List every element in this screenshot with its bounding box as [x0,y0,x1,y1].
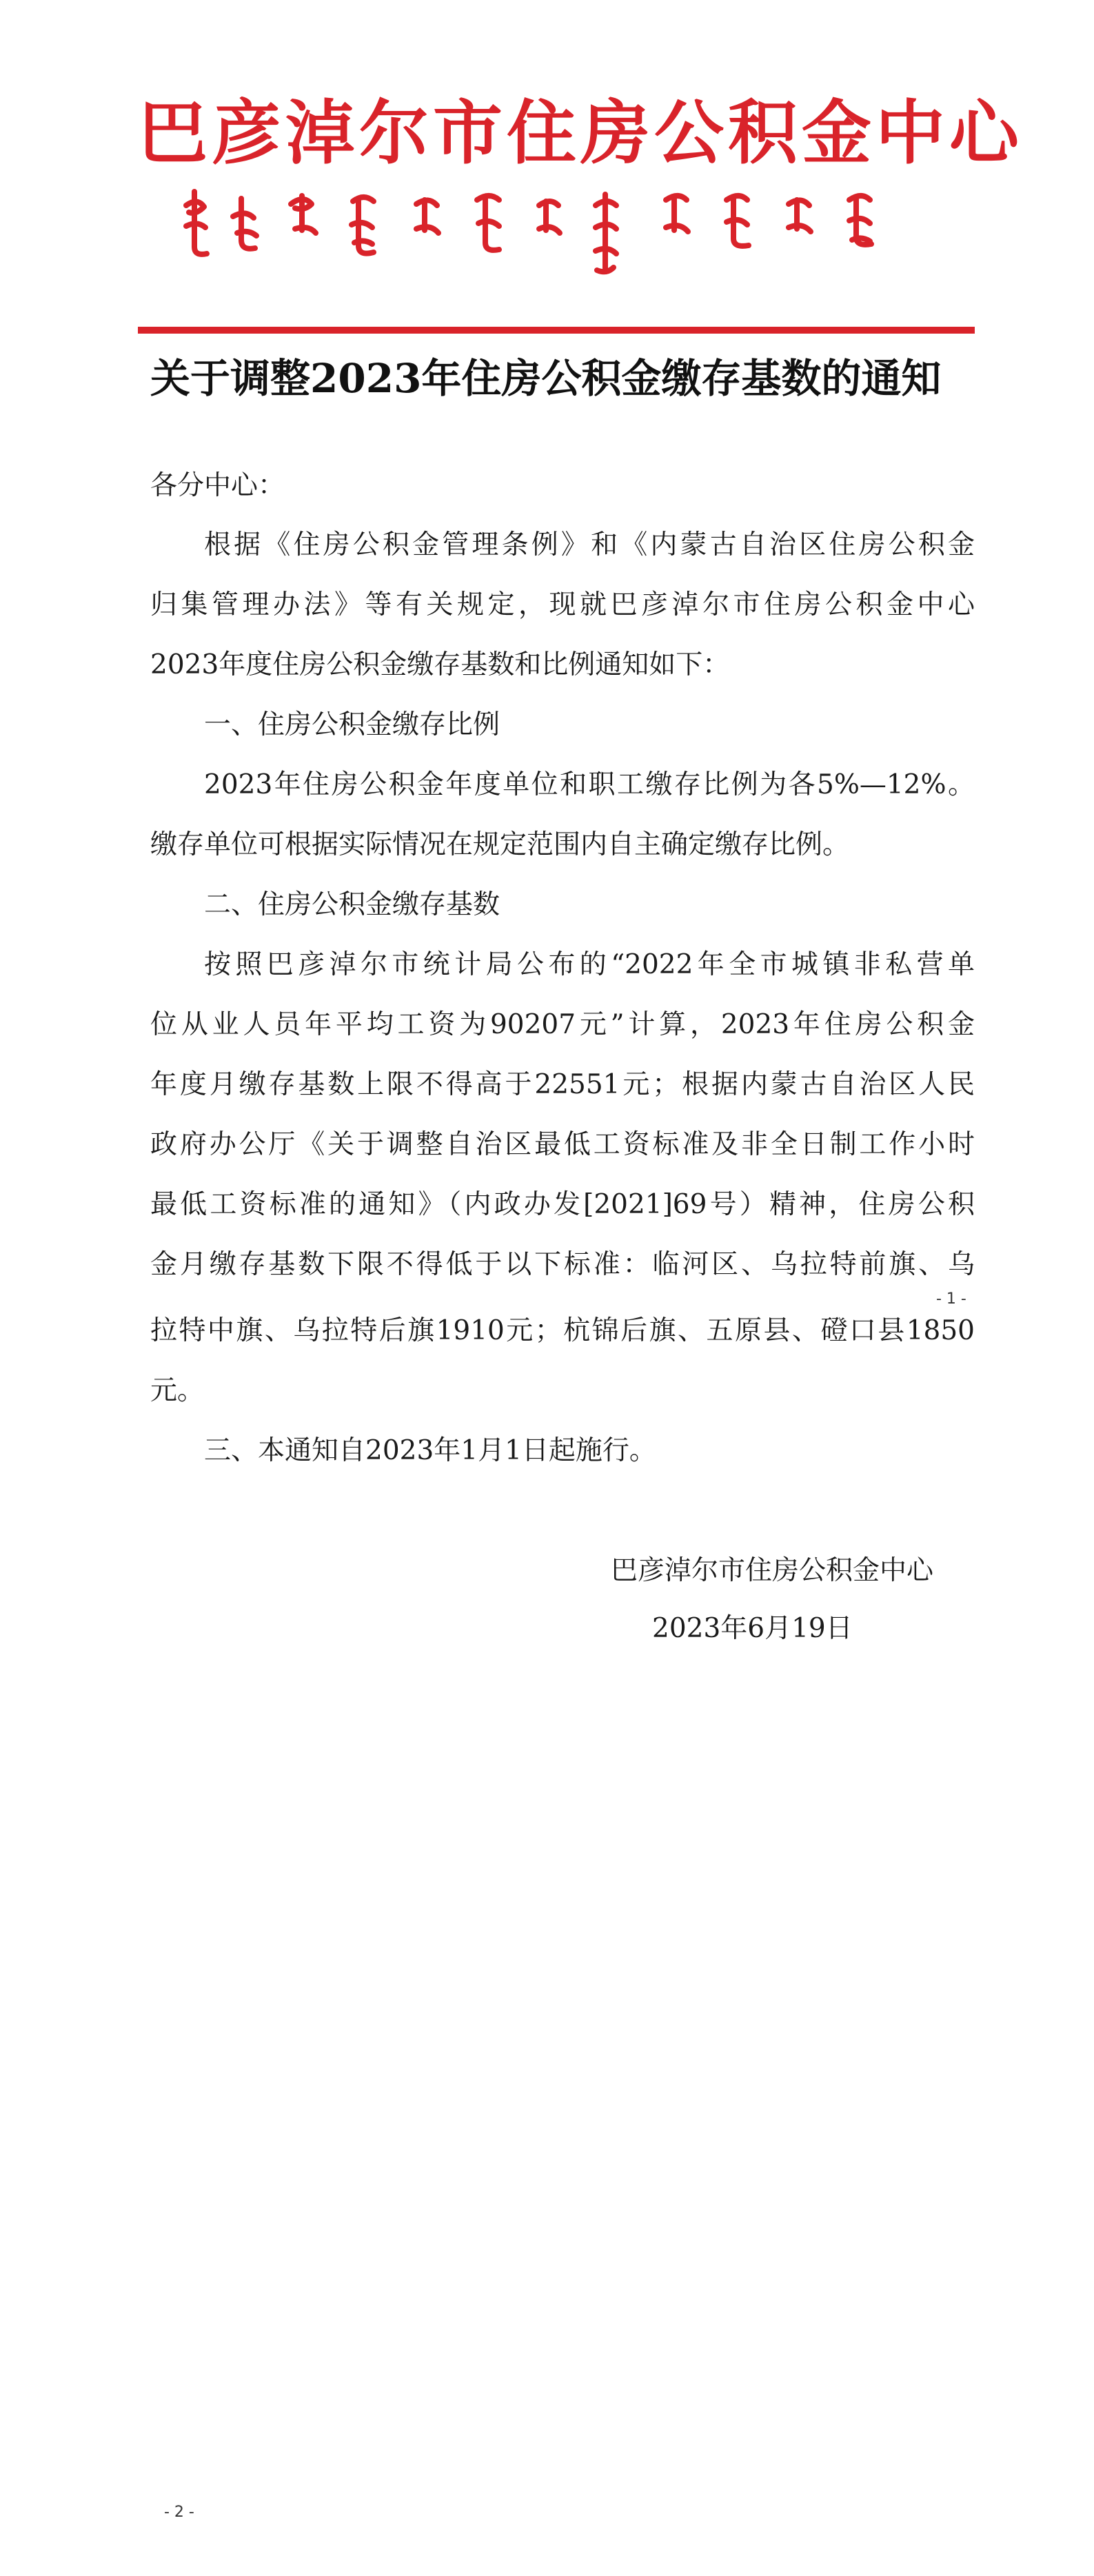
signature-org: 巴彦淖尔市住房公积金中心 [611,1555,934,1586]
body-line: 金月缴存基数下限不得低于以下标准：临河区、乌拉特前旗、乌 [150,1249,975,1280]
body-line: 最低工资标准的通知》（内政办发[2021]69号）精神，住房公积 [150,1189,975,1220]
signature-date: 2023年6月19日 [652,1613,853,1644]
body-line: 年度月缴存基数上限不得高于22551元；根据内蒙古自治区人民 [150,1069,975,1100]
header-divider [138,327,975,334]
org-name-header: 巴彦淖尔市住房公积金中心 [138,92,1024,174]
body-line: 按照巴彦淖尔市统计局公布的“2022年全市城镇非私营单 [204,949,975,980]
salutation: 各分中心： [150,470,285,501]
body-line: 位从业人员年平均工资为90207元”计算，2023年住房公积金 [150,1009,975,1040]
document-title: 关于调整2023年住房公积金缴存基数的通知 [150,355,942,402]
section-heading: 一、住房公积金缴存比例 [204,709,500,740]
section-heading: 三、本通知自2023年1月1日起施行。 [204,1435,656,1466]
body-line: 归集管理办法》等有关规定，现就巴彦淖尔市住房公积金中心 [150,589,975,620]
page-number: - 2 - [164,2504,194,2521]
body-line: 根据《住房公积金管理条例》和《内蒙古自治区住房公积金 [204,529,975,560]
body-line: 元。 [150,1375,205,1406]
section-heading: 二、住房公积金缴存基数 [204,889,500,920]
body-line: 政府办公厅《关于调整自治区最低工资标准及非全日制工作小时 [150,1129,975,1160]
body-line: 2023年住房公积金年度单位和职工缴存比例为各5%—12%。 [204,769,975,800]
mongolian-script-icon [174,185,939,288]
body-line: 缴存单位可根据实际情况在规定范围内自主确定缴存比例。 [150,829,850,860]
body-line: 2023年度住房公积金缴存基数和比例通知如下： [150,649,730,680]
body-line: 拉特中旗、乌拉特后旗1910元；杭锦后旗、五原县、磴口县1850 [150,1315,975,1346]
page-number: - 1 - [936,1290,966,1308]
